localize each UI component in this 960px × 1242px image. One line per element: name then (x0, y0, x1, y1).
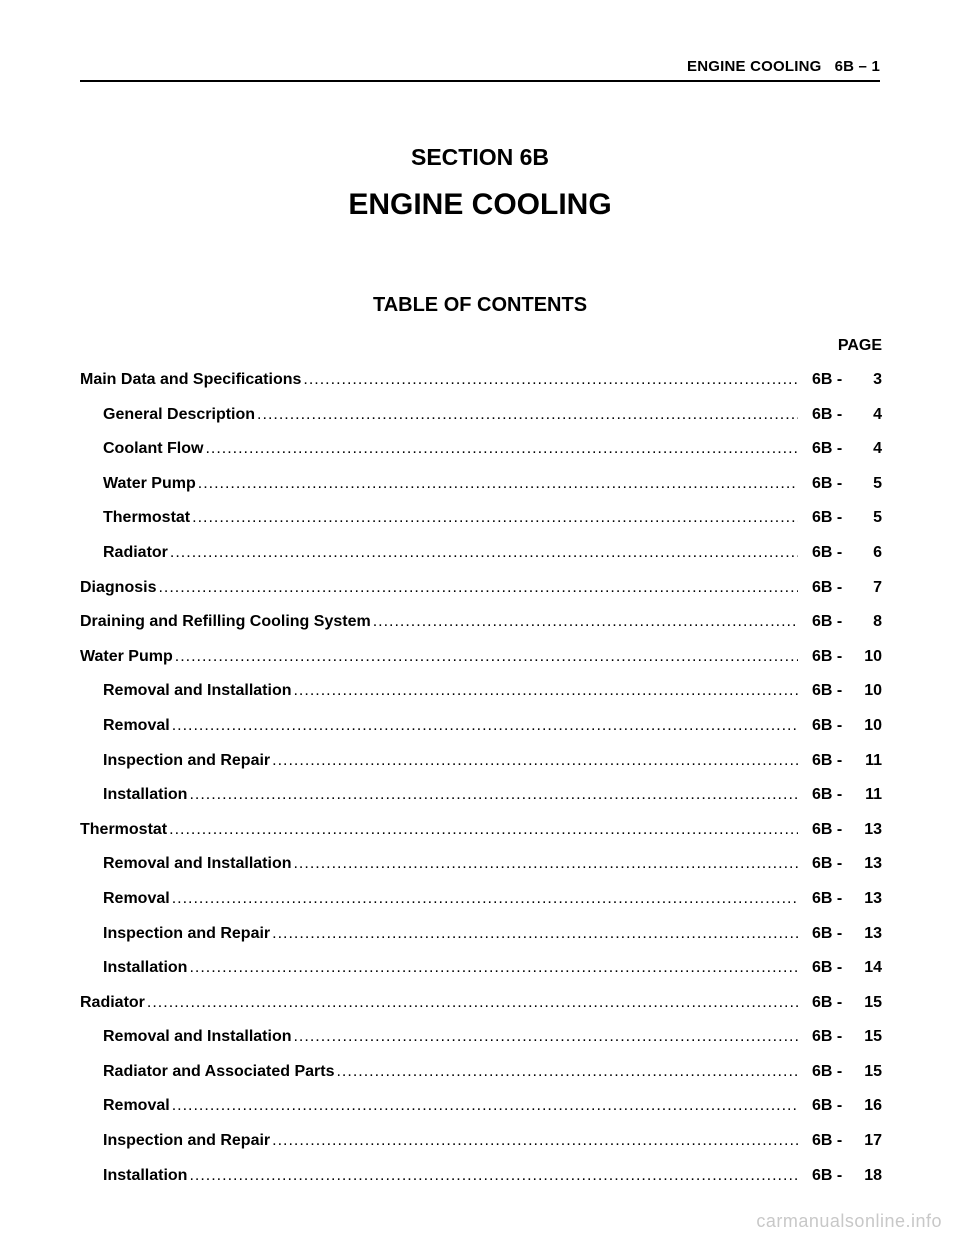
toc-page-number: 15 (864, 1062, 882, 1080)
toc-entry-label: Removal and Installation (103, 682, 292, 700)
toc-entry[interactable] (80, 717, 882, 752)
toc-entry[interactable] (80, 406, 882, 441)
toc-entry[interactable] (80, 1167, 882, 1202)
toc-entry-label: Inspection and Repair (103, 924, 271, 942)
toc-page-number: 5 (873, 474, 882, 492)
toc-page-prefix: 6B - (812, 474, 843, 492)
page-column-label: PAGE (837, 337, 882, 354)
toc-entry[interactable] (80, 1063, 882, 1098)
toc-entry[interactable] (80, 959, 882, 994)
toc-page-number: 3 (873, 371, 882, 388)
toc-entry-page (800, 890, 882, 908)
toc-entry-page (800, 682, 882, 700)
toc-entry-page (800, 406, 882, 424)
toc-page-number: 11 (865, 786, 882, 804)
watermark: carmanualsonline.info (756, 1211, 942, 1231)
toc-entry-label: Removal (103, 889, 170, 907)
toc-dot-leader (189, 786, 798, 804)
toc-page-prefix: 6B - (812, 751, 843, 769)
toc-entry-label: Installation (103, 1166, 188, 1184)
toc-entry-label: Thermostat (80, 820, 168, 838)
toc-entry-label: Thermostat (103, 509, 191, 527)
toc-page-prefix: 6B - (812, 1028, 843, 1046)
toc-entry[interactable] (80, 1097, 882, 1132)
toc-entry-label: Removal (103, 716, 170, 734)
toc-entry-page (800, 786, 882, 804)
toc-entry-page (800, 475, 882, 493)
toc-entry[interactable] (80, 509, 882, 544)
toc-entry-page (800, 1167, 882, 1185)
toc-page-number: 13 (864, 820, 882, 838)
toc-page-prefix: 6B - (812, 543, 843, 561)
toc-entry-label: Diagnosis (80, 578, 157, 596)
header-text: ENGINE COOLING 6B – 1 (687, 58, 880, 75)
toc-entry-label: Radiator (103, 543, 168, 561)
toc-entry-label: Removal and Installation (103, 1028, 292, 1046)
toc-page-number: 14 (864, 959, 882, 977)
toc-page-prefix: 6B - (812, 959, 843, 977)
toc-page-prefix: 6B - (812, 924, 843, 942)
toc-dot-leader (172, 717, 798, 735)
toc-page-prefix: 6B - (812, 613, 843, 631)
toc-page-prefix: 6B - (812, 682, 843, 700)
toc-page-prefix: 6B - (812, 1062, 843, 1080)
toc-dot-leader (172, 1097, 798, 1115)
toc-entry[interactable] (80, 925, 882, 960)
toc-page-number: 18 (864, 1166, 882, 1184)
toc-page-number: 16 (864, 1097, 882, 1115)
toc-entry[interactable] (80, 786, 882, 821)
toc-dot-leader (198, 475, 798, 493)
toc-entry-label: Coolant Flow (103, 440, 204, 458)
toc-page-number: 13 (864, 889, 882, 907)
toc-entry-label: Draining and Refilling Cooling System (80, 613, 371, 631)
toc-page-prefix: 6B - (812, 889, 843, 907)
toc-entry[interactable] (80, 890, 882, 925)
toc-page-prefix: 6B - (812, 716, 843, 734)
toc-dot-leader (170, 544, 798, 562)
toc-entry-page (800, 1028, 882, 1046)
toc-entry-label: Water Pump (80, 647, 173, 665)
toc-page-prefix: 6B - (812, 820, 843, 838)
toc-page-prefix: 6B - (812, 993, 843, 1011)
toc-entry[interactable] (80, 544, 882, 579)
toc-entry-label: Radiator (80, 993, 145, 1011)
toc-entry[interactable] (80, 371, 882, 406)
toc-dot-leader (257, 406, 798, 424)
toc-page-prefix: 6B - (812, 440, 843, 458)
toc-dot-leader (303, 371, 798, 389)
toc-entry-page (800, 371, 882, 389)
toc-entry[interactable] (80, 994, 882, 1029)
toc-entry-label: Removal and Installation (103, 855, 292, 873)
toc-entry[interactable] (80, 579, 882, 614)
toc-page-number: 15 (864, 1028, 882, 1046)
toc-entry[interactable] (80, 855, 882, 890)
toc-page-prefix: 6B - (812, 786, 843, 804)
toc-page-prefix: 6B - (812, 509, 843, 527)
toc-page-prefix: 6B - (812, 1166, 843, 1184)
toc-entry-label: Inspection and Repair (103, 1132, 271, 1150)
toc-entry-page (800, 648, 882, 666)
toc-entry[interactable] (80, 648, 882, 683)
toc-dot-leader (158, 579, 798, 597)
toc-page-prefix: 6B - (812, 405, 843, 423)
toc-page-prefix: 6B - (812, 1132, 843, 1150)
toc-dot-leader (192, 509, 798, 527)
toc-entry-page (800, 855, 882, 873)
toc-entry-page (800, 994, 882, 1012)
toc-page-number: 6 (873, 543, 882, 561)
toc-page-number: 8 (873, 613, 882, 631)
toc-entry-label: Inspection and Repair (103, 751, 271, 769)
toc-page-number: 15 (864, 993, 882, 1011)
toc-page-number: 7 (873, 578, 882, 596)
table-of-contents (80, 371, 882, 1201)
toc-entry-page (800, 1063, 882, 1081)
page-header (80, 58, 880, 82)
toc-entry[interactable] (80, 440, 882, 475)
toc-entry-page (800, 544, 882, 562)
toc-entry-page (800, 959, 882, 977)
toc-entry-page (800, 925, 882, 943)
toc-entry-label: Installation (103, 959, 188, 977)
toc-dot-leader (373, 613, 798, 631)
toc-entry-page (800, 821, 882, 839)
toc-entry-page (800, 717, 882, 735)
toc-page-number: 10 (864, 647, 882, 665)
toc-entry-page (800, 613, 882, 631)
toc-dot-leader (175, 648, 798, 666)
toc-dot-leader (293, 855, 798, 873)
toc-page-number: 13 (864, 855, 882, 873)
toc-page-prefix: 6B - (812, 1097, 843, 1115)
toc-entry-label: Radiator and Associated Parts (103, 1062, 335, 1080)
toc-entry-page (800, 1132, 882, 1150)
toc-dot-leader (169, 821, 798, 839)
toc-page-number: 4 (873, 405, 882, 423)
toc-entry-label: Installation (103, 786, 188, 804)
toc-entry[interactable] (80, 613, 882, 648)
toc-dot-leader (272, 752, 798, 770)
toc-page-number: 10 (864, 716, 882, 734)
toc-page-prefix: 6B - (812, 371, 843, 388)
toc-page-number: 17 (864, 1132, 882, 1150)
toc-dot-leader (205, 440, 798, 458)
toc-dot-leader (189, 959, 798, 977)
toc-heading: TABLE OF CONTENTS (372, 294, 588, 316)
toc-entry-label: General Description (103, 405, 256, 423)
toc-page-prefix: 6B - (812, 578, 843, 596)
toc-page-number: 10 (864, 682, 882, 700)
toc-dot-leader (147, 994, 798, 1012)
toc-dot-leader (272, 1132, 798, 1150)
section-title: SECTION 6B (410, 144, 550, 170)
toc-dot-leader (293, 1028, 798, 1046)
toc-dot-leader (189, 1167, 798, 1185)
toc-dot-leader (172, 890, 798, 908)
toc-page-number: 5 (873, 509, 882, 527)
toc-entry[interactable] (80, 821, 882, 856)
toc-entry[interactable] (80, 682, 882, 717)
toc-dot-leader (336, 1063, 798, 1081)
toc-page-number: 4 (873, 440, 882, 458)
toc-entry-page (800, 579, 882, 597)
toc-entry[interactable] (80, 1028, 882, 1063)
toc-entry-page (800, 752, 882, 770)
toc-dot-leader (272, 925, 798, 943)
toc-page-prefix: 6B - (812, 647, 843, 665)
toc-entry-page (800, 509, 882, 527)
toc-entry-page (800, 1097, 882, 1115)
toc-entry-label: Water Pump (103, 474, 196, 492)
toc-entry-label: Main Data and Specifications (80, 371, 302, 388)
toc-entry[interactable] (80, 475, 882, 510)
toc-page-prefix: 6B - (812, 855, 843, 873)
document-title: ENGINE COOLING (348, 188, 612, 221)
toc-entry-page (800, 440, 882, 458)
toc-entry[interactable] (80, 752, 882, 787)
toc-page-number: 13 (864, 924, 882, 942)
toc-page-number: 11 (865, 751, 882, 769)
toc-entry[interactable] (80, 1132, 882, 1167)
toc-dot-leader (293, 682, 798, 700)
toc-entry-label: Removal (103, 1097, 170, 1115)
